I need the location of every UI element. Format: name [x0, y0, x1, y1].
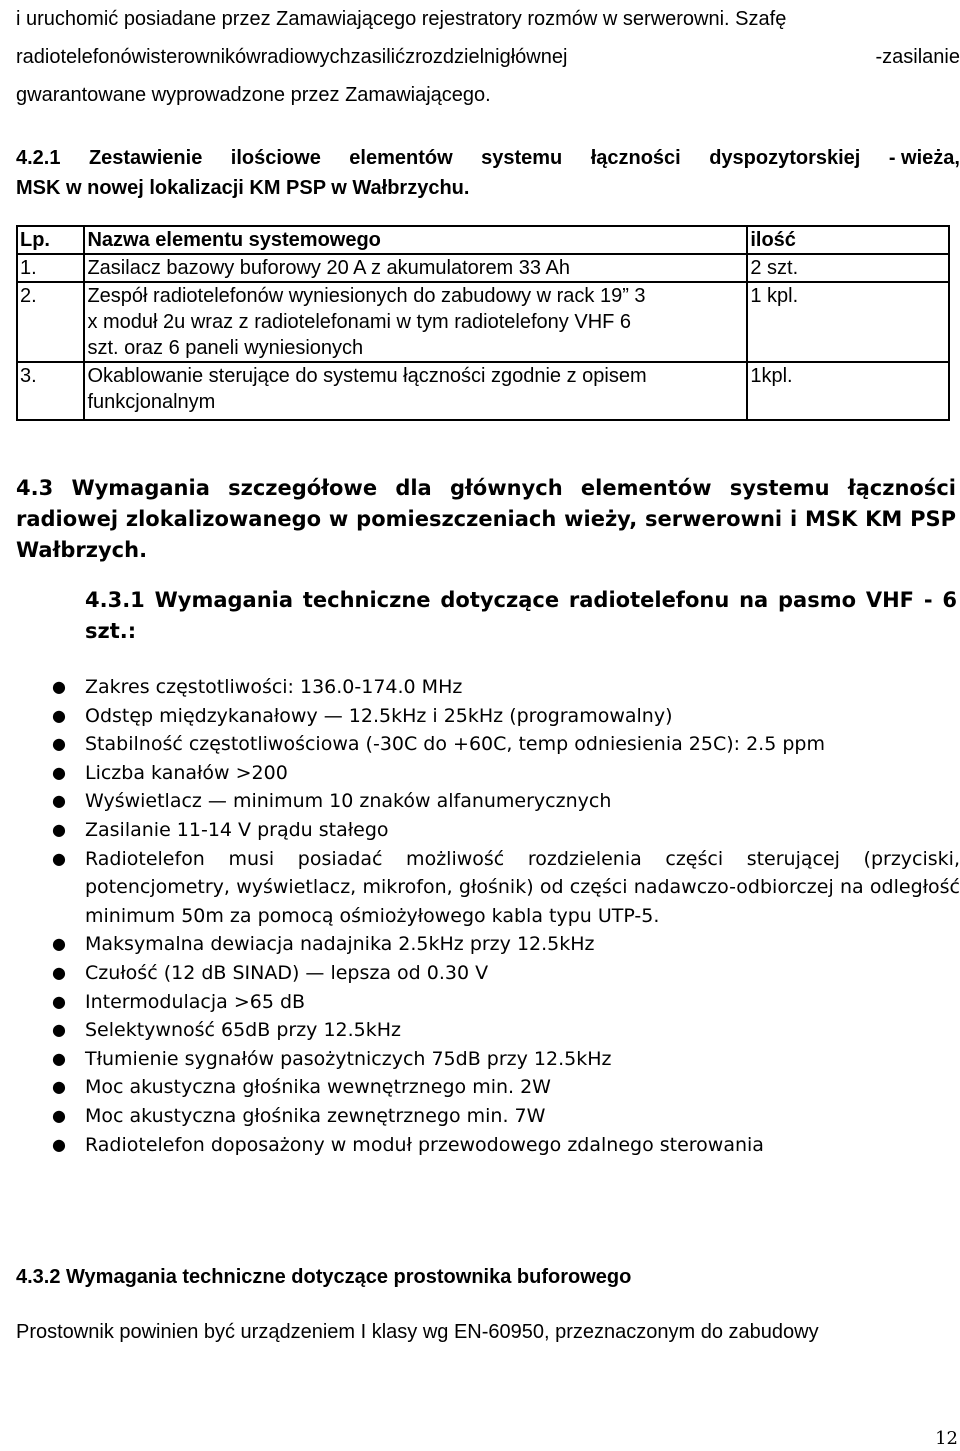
section-4-3-heading: 4.3 Wymagania szczegółowe dla głównych elementów systemu łączności radiowej zlokalizowanego w pomieszczeniach wieży, serwerowni i MSK KM PSP Wałbrzych.: [16, 476, 956, 562]
bullet-icon: ●: [52, 1077, 66, 1097]
bullet-icon: ●: [52, 705, 66, 725]
section-4-3-2-heading: 4.3.2 Wymagania techniczne dotyczące prostownika buforowego: [16, 1266, 632, 1288]
intro-word: rozdzielni: [415, 46, 500, 68]
intro-line-1: i uruchomić posiadane przez Zamawiającego rejestratory rozmów w serwerowni. Szafę: [16, 8, 787, 30]
bullet-icon: ●: [52, 962, 66, 982]
intro-word: zasilanie: [882, 46, 960, 68]
cell-qty: 2 szt.: [747, 254, 949, 282]
heading-word: - wieża,: [888, 147, 960, 169]
heading-word: Zestawienie: [88, 147, 203, 169]
spec-text: Liczba kanałów >200: [85, 761, 288, 784]
heading-word: dyspozytorskiej: [709, 147, 861, 169]
heading-word: systemu: [481, 147, 563, 169]
spec-text: Stabilność częstotliwościowa (-30C do +60C, temp odniesienia 25C): 2.5 ppm: [85, 733, 825, 756]
table-row: [17, 282, 949, 362]
spec-item: [52, 1102, 960, 1131]
intro-word: radiowych: [260, 46, 351, 68]
heading-word: ilościowe: [230, 147, 321, 169]
cell-lp: 1.: [17, 254, 84, 282]
spec-item: [52, 988, 960, 1017]
spec-item: [52, 816, 960, 845]
bullet-icon: ●: [52, 1105, 66, 1125]
cell-lp: 2.: [17, 282, 84, 362]
section-4-2-1-line-2: MSK w nowej lokalizacji KM PSP w Wałbrzychu.: [16, 177, 470, 199]
bullet-icon: ●: [52, 1020, 66, 1040]
spec-item: [52, 1045, 960, 1074]
header-lp: Lp.: [17, 226, 84, 254]
intro-paragraph: [16, 0, 960, 114]
last-paragraph: Prostownik powinien być urządzeniem I klasy wg EN-60950, przeznaczonym do zabudowy: [16, 1321, 819, 1343]
cell-name-line: funkcjonalnym: [87, 391, 216, 413]
bullet-icon: ●: [52, 1134, 66, 1154]
spec-item: [52, 930, 960, 959]
cell-name-line: Okablowanie sterujące do systemu łączności zgodnie z opisem: [87, 365, 647, 387]
heading-word: łączności: [590, 147, 681, 169]
spec-text: Wyświetlacz — minimum 10 znaków alfanumerycznych: [85, 790, 612, 813]
intro-line-3: gwarantowane wyprowadzone przez Zamawiającego.: [16, 84, 491, 106]
table-header-row: [17, 226, 949, 254]
spec-text: Zasilanie 11-14 V prądu stałego: [85, 818, 389, 841]
intro-word: z: [405, 46, 416, 68]
spec-item: [52, 1131, 960, 1160]
spec-text: Intermodulacja >65 dB: [85, 990, 306, 1013]
intro-word: radiotelefonów: [16, 46, 147, 68]
spec-item: [52, 959, 960, 988]
specs-list: [52, 673, 960, 1159]
cell-name: Zasilacz bazowy buforowy 20 A z akumulatorem 33 Ah: [84, 254, 747, 282]
cell-name: [84, 362, 747, 420]
header-name: Nazwa elementu systemowego: [84, 226, 747, 254]
cell-name-line: szt. oraz 6 paneli wyniesionych: [87, 337, 364, 359]
header-qty: ilość: [747, 226, 949, 254]
bullet-icon: ●: [52, 1048, 66, 1068]
cell-lp: 3.: [17, 362, 84, 420]
bullet-icon: ●: [52, 791, 66, 811]
heading-word: elementów: [349, 147, 453, 169]
intro-line-2: [16, 38, 960, 76]
spec-item: [52, 845, 960, 931]
spec-text: Radiotelefon musi posiadać możliwość rozdzielenia części sterującej (przyciski, potencjometry, wyświetlacz, mikrofon, głośnik) od części nadawczo-odbiorczej na odległość minimum 50m za pomocą ośmiożyłowego kabla typu UTP-5.: [85, 847, 960, 927]
spec-item: [52, 787, 960, 816]
spec-item: [52, 673, 960, 702]
section-4-3-1-heading: 4.3.1 Wymagania techniczne dotyczące radiotelefonu na pasmo VHF - 6 szt.:: [85, 588, 957, 643]
spec-text: Moc akustyczna głośnika zewnętrznego min. 7W: [85, 1104, 546, 1127]
elements-table: [16, 225, 950, 421]
spec-text: Tłumienie sygnałów pasożytniczych 75dB przy 12.5kHz: [85, 1047, 612, 1070]
bullet-icon: ●: [52, 934, 66, 954]
spec-text: Odstęp międzykanałowy — 12.5kHz i 25kHz (programowalny): [85, 704, 673, 727]
section-4-2-1-line-1: [16, 143, 960, 173]
intro-word: sterowników: [150, 46, 261, 68]
spec-text: Maksymalna dewiacja nadajnika 2.5kHz przy 12.5kHz: [85, 933, 595, 956]
cell-name-line: x moduł 2u wraz z radiotelefonami w tym radiotelefony VHF 6: [87, 311, 632, 333]
cell-name: [84, 282, 747, 362]
intro-word: głównej: [499, 46, 568, 68]
spec-item: [52, 730, 960, 759]
spec-item: [52, 702, 960, 731]
bullet-icon: ●: [52, 819, 66, 839]
spec-item: [52, 1073, 960, 1102]
table-row: [17, 362, 949, 420]
bullet-icon: ●: [52, 677, 66, 696]
heading-word: 4.2.1: [16, 147, 61, 169]
cell-qty: 1kpl.: [747, 362, 949, 420]
spec-item: [52, 1016, 960, 1045]
table-row: [17, 254, 949, 282]
section-4-2-1-heading: [16, 143, 960, 203]
intro-word: zasilić: [350, 46, 406, 68]
spec-text: Radiotelefon doposażony w moduł przewodowego zdalnego sterowania: [85, 1133, 764, 1156]
bullet-icon: ●: [52, 991, 66, 1011]
bullet-icon: ●: [52, 734, 66, 754]
spec-text: Selektywność 65dB przy 12.5kHz: [85, 1019, 402, 1042]
cell-name-line: Zespół radiotelefonów wyniesionych do zabudowy w rack 19” 3: [87, 285, 646, 307]
bullet-icon: ●: [52, 762, 66, 782]
intro-word: -: [875, 46, 883, 68]
spec-item: [52, 759, 960, 788]
spec-text: Moc akustyczna głośnika wewnętrznego min. 2W: [85, 1076, 551, 1099]
spec-text: Czułość (12 dB SINAD) — lepsza od 0.30 V: [85, 961, 489, 984]
spec-text: Zakres częstotliwości: 136.0-174.0 MHz: [85, 676, 463, 698]
page-number: 12: [935, 1428, 958, 1449]
intro-word: i: [146, 46, 151, 68]
bullet-icon: ●: [52, 848, 66, 868]
cell-qty: 1 kpl.: [747, 282, 949, 362]
